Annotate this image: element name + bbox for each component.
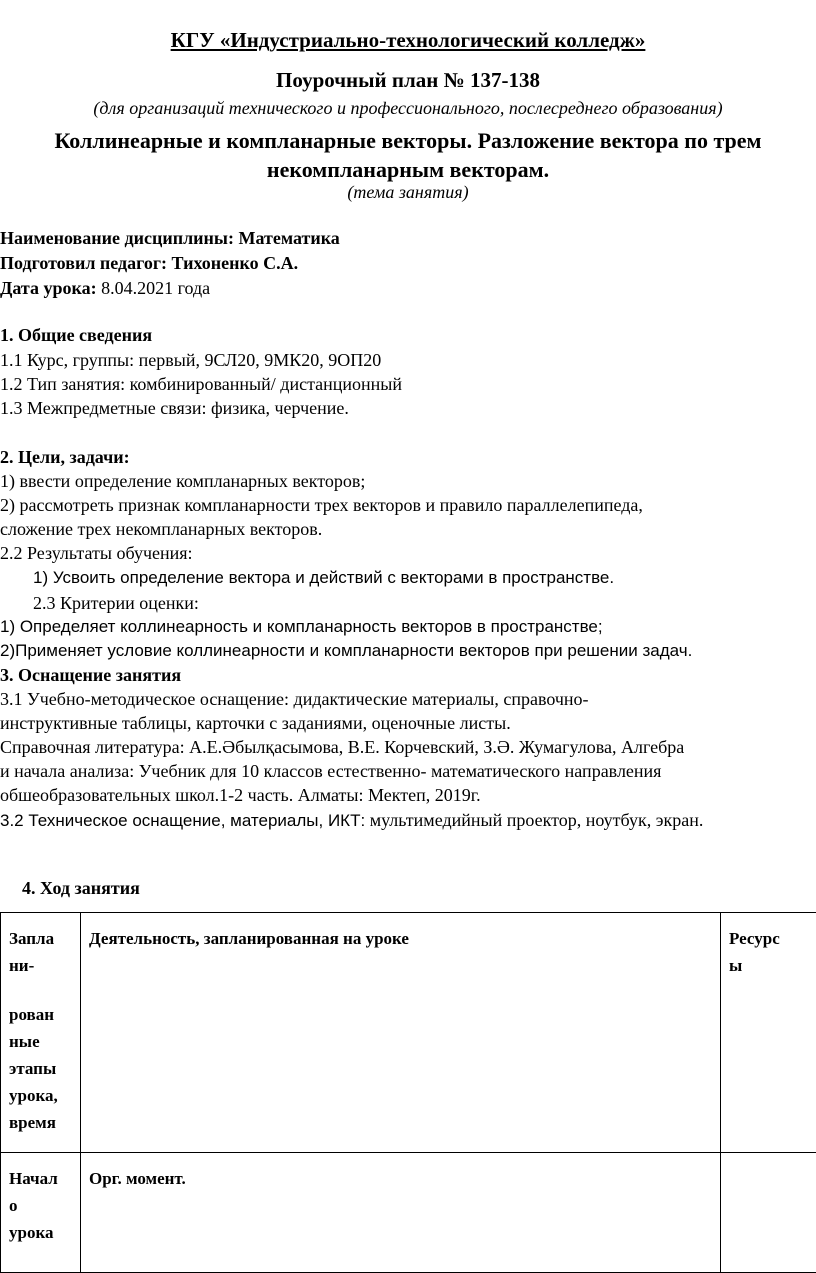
header-cell-resources bbox=[721, 913, 816, 1153]
date-value: 8.04.2021 года bbox=[97, 278, 211, 298]
row1-stage-cell bbox=[1, 1153, 81, 1273]
plan-title: Поурочный план № 137-138 bbox=[0, 68, 816, 93]
date-line bbox=[0, 278, 210, 299]
section2-line-8: 2)Применяет условие коллинеарности и компланарности векторов при решении задач. bbox=[0, 641, 692, 661]
header-stages-part: этапы bbox=[9, 1055, 72, 1082]
header-resources-part: Ресурс bbox=[729, 925, 808, 952]
header-resources-part: ы bbox=[729, 952, 808, 979]
header-stages-part: урока, bbox=[9, 1082, 72, 1109]
table-header-row bbox=[1, 913, 816, 1153]
section3-line-2: инструктивные таблицы, карточки с заданиями, оценочные листы. bbox=[0, 713, 511, 734]
section3-line-6-label: 3.2 Техническое оснащение, материалы, ИКТ: bbox=[0, 811, 365, 830]
row1-stage-part: урока bbox=[9, 1219, 72, 1246]
section3-line-6 bbox=[0, 810, 703, 831]
row1-resources-cell bbox=[721, 1153, 816, 1273]
section4-title: 4. Ход занятия bbox=[22, 878, 140, 899]
section2-line-2: 2) рассмотреть признак компланарности трех векторов и правило параллелепипеда, bbox=[0, 495, 643, 516]
header-cell-stages bbox=[1, 913, 81, 1153]
lesson-topic bbox=[0, 126, 816, 184]
row1-stage-part: о bbox=[9, 1192, 72, 1219]
section3-line-5: обшеобразовательных школ.1-2 часть. Алматы: Мектеп, 2019г. bbox=[0, 785, 481, 806]
topic-line-1: Коллинеарные и компланарные векторы. Разложение вектора по трем bbox=[0, 126, 816, 155]
section1-title: 1. Общие сведения bbox=[0, 325, 152, 346]
section2-line-3: сложение трех некомпланарных векторов. bbox=[0, 519, 322, 540]
section3-line-4: и начала анализа: Учебник для 10 классов естественно- математического направления bbox=[0, 761, 661, 782]
row1-activity-cell: Орг. момент. bbox=[81, 1153, 721, 1273]
header-cell-activity: Деятельность, запланированная на уроке bbox=[81, 913, 721, 1153]
section3-title: 3. Оснащение занятия bbox=[0, 665, 181, 686]
section2-line-7: 1) Определяет коллинеарность и компланарность векторов в пространстве; bbox=[0, 617, 603, 637]
row1-stage-part: Начал bbox=[9, 1165, 72, 1192]
section2-title: 2. Цели, задачи: bbox=[0, 447, 130, 468]
section3-line-1: 3.1 Учебно-методическое оснащение: дидактические материалы, справочно- bbox=[0, 689, 589, 710]
section1-line-1: 1.1 Курс, группы: первый, 9СЛ20, 9МК20, 9ОП20 bbox=[0, 350, 381, 371]
section3-line-6-value: мультимедийный проектор, ноутбук, экран. bbox=[365, 810, 703, 830]
org-note: (для организаций технического и профессионального, послесреднего образования) bbox=[0, 98, 816, 119]
header-stages-part: Запла bbox=[9, 925, 72, 952]
section2-line-5: 1) Усвоить определение вектора и действий с векторами в пространстве. bbox=[33, 568, 614, 588]
section3-line-3: Справочная литература: А.Е.Әбылқасымова, В.Е. Корчевский, З.Ә. Жумагулова, Алгебра bbox=[0, 737, 684, 758]
date-label: Дата урока: bbox=[0, 278, 97, 298]
header-stages-part: ни- bbox=[9, 952, 72, 979]
header-stages-part: время bbox=[9, 1109, 72, 1136]
lesson-table bbox=[0, 912, 816, 1273]
section2-line-1: 1) ввести определение компланарных векторов; bbox=[0, 471, 365, 492]
teacher-line: Подготовил педагог: Тихоненко С.А. bbox=[0, 253, 298, 274]
header-stages-part: рован bbox=[9, 1001, 72, 1028]
section2-line-6: 2.3 Критерии оценки: bbox=[33, 593, 199, 614]
college-name: КГУ «Индустриально-технологический колледж» bbox=[0, 28, 816, 53]
topic-caption: (тема занятия) bbox=[0, 182, 816, 203]
header-stages-part: ные bbox=[9, 1028, 72, 1055]
table-row bbox=[1, 1153, 816, 1273]
section2-line-4: 2.2 Результаты обучения: bbox=[0, 543, 193, 564]
discipline-line: Наименование дисциплины: Математика bbox=[0, 228, 340, 249]
section1-line-2: 1.2 Тип занятия: комбинированный/ дистанционный bbox=[0, 374, 402, 395]
section1-line-3: 1.3 Межпредметные связи: физика, черчение. bbox=[0, 398, 349, 419]
topic-line-2: некомпланарным векторам. bbox=[0, 155, 816, 184]
